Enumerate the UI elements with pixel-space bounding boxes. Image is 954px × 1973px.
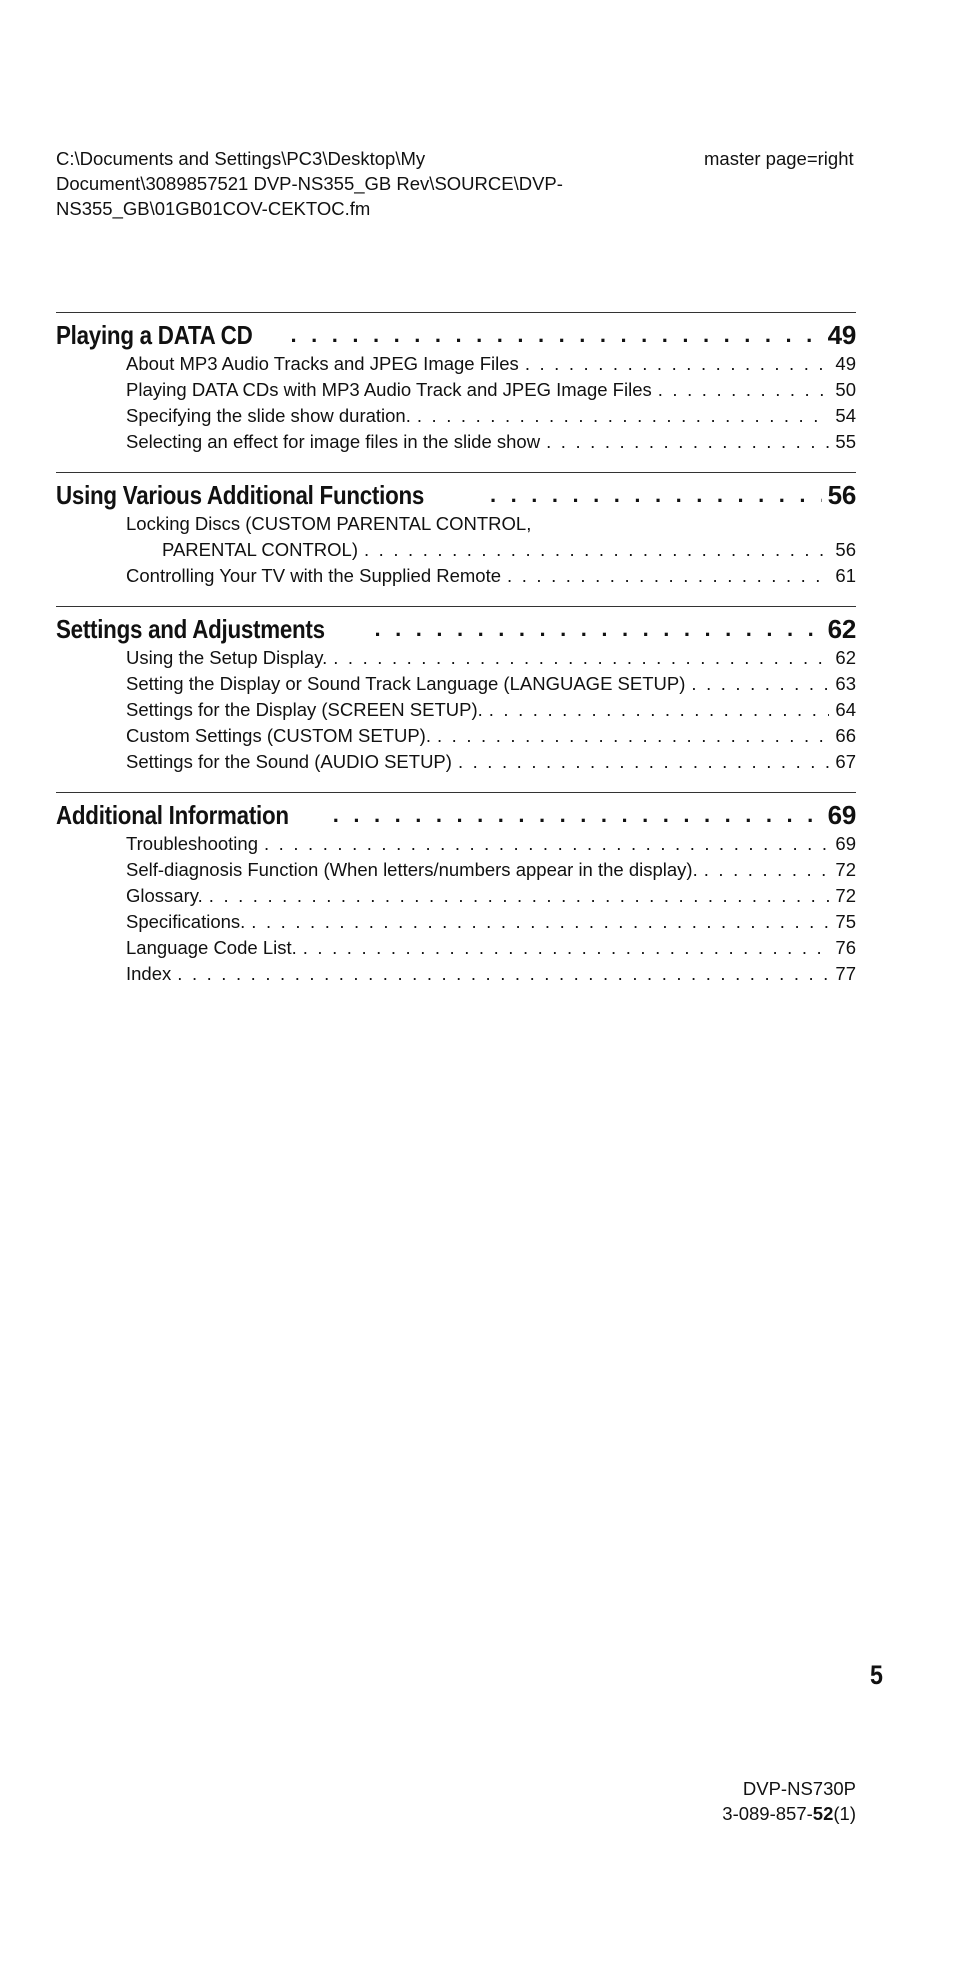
entry-text: Self-diagnosis Function (When letters/numbers appear in the display). (126, 859, 698, 880)
toc-entry[interactable] (126, 429, 856, 455)
toc-entries (56, 511, 856, 589)
leader-dots (458, 749, 829, 775)
entry-page: 63 (835, 673, 856, 694)
section-page: 49 (827, 320, 856, 350)
section-page: 69 (827, 800, 856, 830)
entry-text: Custom Settings (CUSTOM SETUP). (126, 725, 431, 746)
entry-page: 66 (835, 725, 856, 746)
toc-entry[interactable] (126, 351, 856, 377)
entry-page: 55 (835, 431, 856, 452)
entry-page: 56 (835, 539, 856, 560)
toc-entry[interactable] (126, 831, 856, 857)
toc-entry[interactable] (126, 671, 856, 697)
master-page-label: master page=right (704, 148, 854, 169)
entry-text: Troubleshooting (126, 833, 258, 854)
section-title: Playing a DATA CD (56, 320, 253, 350)
leader-dots (546, 429, 829, 455)
entry-text: Using the Setup Display. (126, 647, 328, 668)
entry-page: 69 (835, 833, 856, 854)
footer-code-bold: 52 (812, 1803, 834, 1824)
toc-entry[interactable] (126, 403, 856, 429)
entry-page: 76 (835, 937, 856, 958)
entry-text: PARENTAL CONTROL) (162, 539, 358, 560)
entry-text: About MP3 Audio Tracks and JPEG Image Files (126, 353, 519, 374)
entry-text: Settings for the Display (SCREEN SETUP). (126, 699, 483, 720)
entry-text: Setting the Display or Sound Track Language (LANGUAGE SETUP) (126, 673, 686, 694)
footer (722, 1776, 856, 1826)
entry-page: 75 (835, 911, 856, 932)
footer-code-suffix: (1) (833, 1803, 856, 1824)
toc-entries (56, 351, 856, 455)
toc-entry[interactable] (126, 563, 856, 589)
leader-dots (507, 563, 829, 589)
leader-dots (303, 935, 830, 961)
toc-section (56, 792, 856, 987)
page-number: 5 (870, 1660, 883, 1690)
entry-text: Glossary. (126, 885, 203, 906)
toc-entries (56, 645, 856, 775)
toc-entry[interactable] (126, 645, 856, 671)
entry-page: 49 (835, 353, 856, 374)
leader-dots (333, 645, 829, 671)
leader-dots (290, 319, 821, 351)
entry-page: 67 (835, 751, 856, 772)
leader-dots (375, 613, 822, 645)
file-path-line: Document\3089857521 DVP-NS355_GB Rev\SOURCE\DVP- (56, 173, 563, 194)
toc-section (56, 312, 856, 455)
section-page: 62 (827, 614, 856, 644)
toc-entry[interactable] (126, 935, 856, 961)
toc-section (56, 472, 856, 589)
entry-text: Language Code List. (126, 937, 297, 958)
entry-text-line: Locking Discs (CUSTOM PARENTAL CONTROL, (126, 513, 532, 534)
section-title: Additional Information (56, 800, 289, 830)
toc-entry[interactable] (126, 883, 856, 909)
leader-dots (364, 537, 829, 563)
entry-text: Playing DATA CDs with MP3 Audio Track and JPEG Image Files (126, 379, 652, 400)
file-path-header (56, 146, 616, 221)
entry-page: 64 (835, 699, 856, 720)
toc-entry[interactable] (126, 909, 856, 935)
leader-dots (209, 883, 830, 909)
table-of-contents (56, 312, 856, 1004)
toc-entry[interactable] (126, 857, 856, 883)
footer-model: DVP-NS730P (742, 1778, 856, 1799)
entry-text: Selecting an effect for image files in the slide show (126, 431, 541, 452)
toc-entry[interactable] (126, 961, 856, 987)
toc-section-heading[interactable] (56, 473, 856, 511)
section-page: 56 (827, 480, 856, 510)
leader-dots (525, 351, 830, 377)
entry-page: 50 (835, 379, 856, 400)
leader-dots (251, 909, 829, 935)
leader-dots (490, 479, 822, 511)
entry-text: Specifying the slide show duration. (126, 405, 411, 426)
toc-entry[interactable] (126, 511, 856, 563)
leader-dots (691, 671, 829, 697)
entry-page: 77 (835, 963, 856, 984)
entry-page: 61 (835, 565, 856, 586)
footer-code (722, 1801, 856, 1826)
leader-dots (177, 961, 829, 987)
toc-section-heading[interactable] (56, 607, 856, 645)
leader-dots (658, 377, 830, 403)
section-title: Settings and Adjustments (56, 614, 325, 644)
footer-code-prefix: 3-089-857- (722, 1803, 813, 1824)
toc-entry[interactable] (126, 377, 856, 403)
entry-page: 62 (835, 647, 856, 668)
entry-page: 54 (835, 405, 856, 426)
toc-entry[interactable] (126, 749, 856, 775)
leader-dots (264, 831, 829, 857)
leader-dots (333, 799, 822, 831)
entry-text: Controlling Your TV with the Supplied Remote (126, 565, 502, 586)
leader-dots (489, 697, 830, 723)
section-title: Using Various Additional Functions (56, 480, 425, 510)
toc-section (56, 606, 856, 775)
entry-page: 72 (835, 859, 856, 880)
entry-text: Settings for the Sound (AUDIO SETUP) (126, 751, 452, 772)
file-path-line: C:\Documents and Settings\PC3\Desktop\My (56, 148, 426, 169)
toc-entry[interactable] (126, 723, 856, 749)
entry-text: Index (126, 963, 172, 984)
toc-section-heading[interactable] (56, 313, 856, 351)
leader-dots (417, 403, 830, 429)
toc-entries (56, 831, 856, 987)
entry-text: Specifications. (126, 911, 246, 932)
leader-dots (704, 857, 830, 883)
leader-dots (437, 723, 829, 749)
entry-page: 72 (835, 885, 856, 906)
file-path-line: NS355_GB\01GB01COV-CEKTOC.fm (56, 198, 371, 219)
toc-entry[interactable] (126, 697, 856, 723)
toc-section-heading[interactable] (56, 793, 856, 831)
